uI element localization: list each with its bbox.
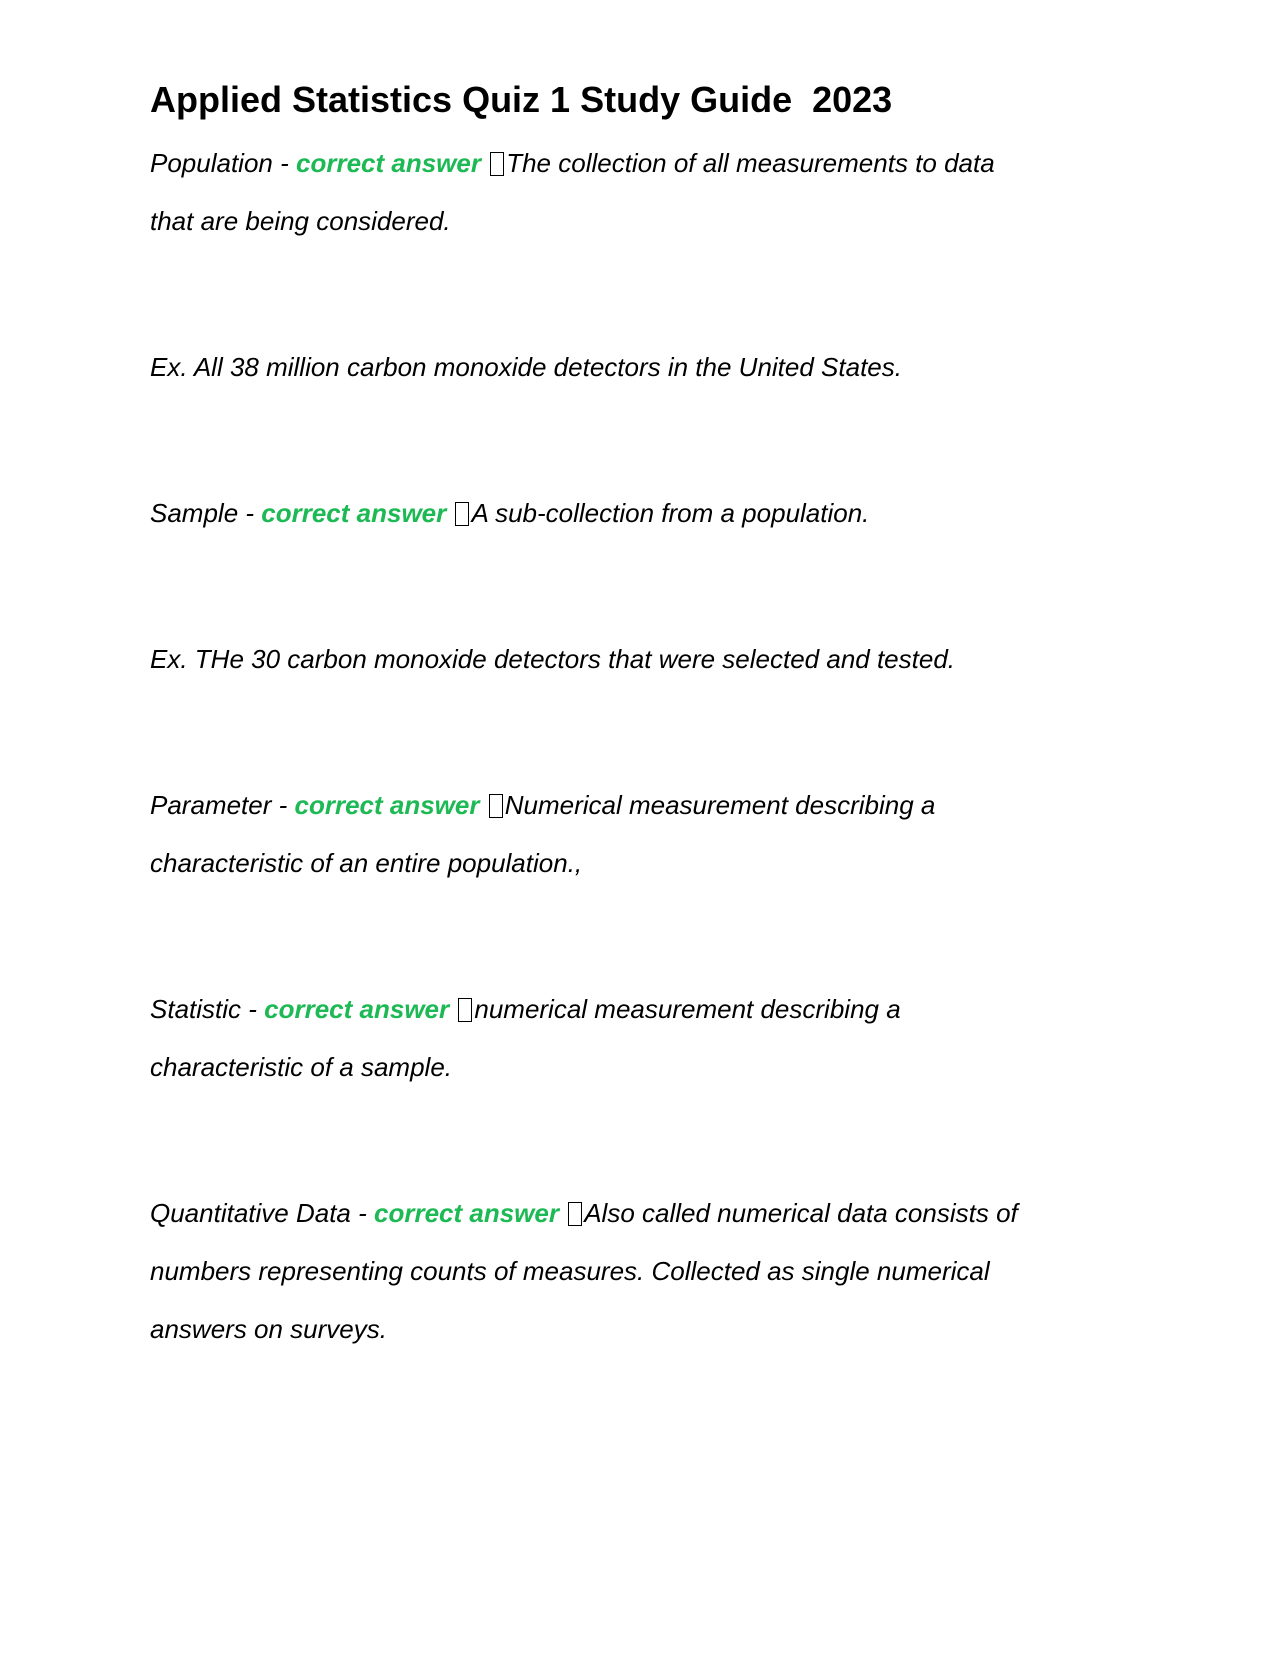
entry-parameter bbox=[150, 776, 1000, 892]
missing-glyph-box-icon bbox=[458, 998, 472, 1022]
correct-answer-label: correct answer bbox=[261, 498, 447, 528]
missing-glyph-box-icon bbox=[568, 1202, 582, 1226]
definition-parameter: Numerical measurement describing a characteristic of an entire population., bbox=[150, 790, 936, 878]
correct-answer-label: correct answer bbox=[294, 790, 480, 820]
spacer bbox=[150, 688, 1110, 776]
entry-quantitative-data bbox=[150, 1184, 1070, 1358]
document-title: Applied Statistics Quiz 1 Study Guide 2023 bbox=[150, 79, 893, 120]
correct-answer-label: correct answer bbox=[374, 1198, 559, 1228]
definition-population: The collection of all measurements to data that are being considered. bbox=[150, 148, 995, 236]
example-population: Ex. All 38 million carbon monoxide detectors in the United States. bbox=[150, 352, 902, 382]
definition-sample: A sub-collection from a population. bbox=[471, 498, 870, 528]
spacer bbox=[150, 542, 1110, 630]
entry-population bbox=[150, 134, 1030, 250]
term-quantitative-data: Quantitative Data - bbox=[150, 1198, 374, 1228]
term-parameter: Parameter - bbox=[150, 790, 295, 820]
entry-sample bbox=[150, 484, 1110, 542]
spacer bbox=[150, 396, 1110, 484]
entry-statistic bbox=[150, 980, 960, 1096]
missing-glyph-box-icon bbox=[455, 502, 469, 526]
term-sample: Sample - bbox=[150, 498, 262, 528]
correct-answer-label: correct answer bbox=[264, 994, 450, 1024]
definition-quantitative-data: Also called numerical data consists of numbers representing counts of measures. Collected as single numerical answers on surveys. bbox=[150, 1198, 1018, 1344]
example-sample: Ex. THe 30 carbon monoxide detectors that were selected and tested. bbox=[150, 644, 956, 674]
spacer bbox=[150, 1096, 1110, 1184]
missing-glyph-box-icon bbox=[490, 152, 504, 176]
term-population: Population - bbox=[150, 148, 296, 178]
definition-statistic: numerical measurement describing a characteristic of a sample. bbox=[150, 994, 901, 1082]
term-statistic: Statistic - bbox=[150, 994, 265, 1024]
document-page bbox=[150, 72, 1110, 1358]
spacer bbox=[150, 892, 1110, 980]
correct-answer-label: correct answer bbox=[295, 148, 481, 178]
missing-glyph-box-icon bbox=[489, 794, 503, 818]
spacer bbox=[150, 250, 1110, 338]
